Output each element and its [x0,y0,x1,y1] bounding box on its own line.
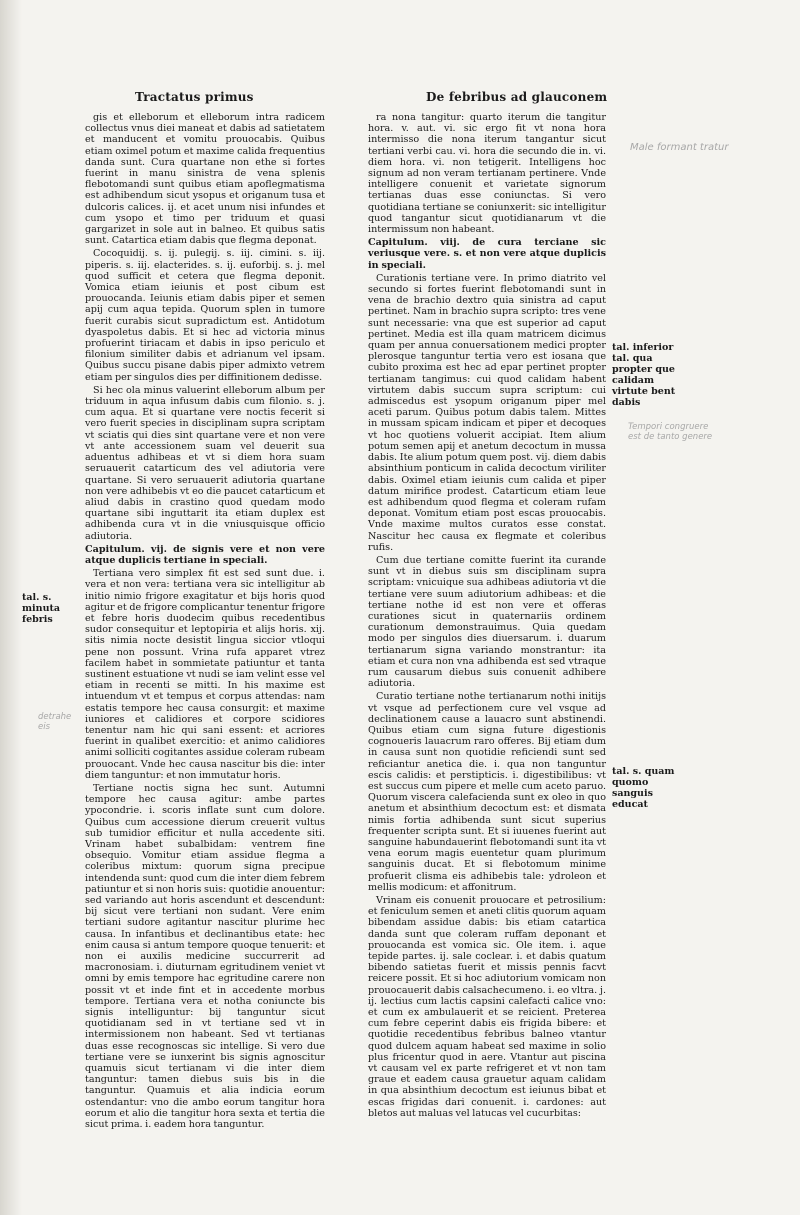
right-text-column [368,112,606,1119]
paragraph: ra nona tangitur: quarto iterum die tangitur hora. v. aut. vi. sic ergo fit vt nona hora intermisso die nona iterum tangantur sicut tertiani verbi cau. vi. hora die secundo die in. vi. diem hora. vi. non tetigerit. Intelligens hoc signum ad non veram tertianam pertinere. Vnde intelligere conuenit et varietate signorum tertianas duas esse coniunctas. Si vero quotidiana tertiane se coniunxerit: sic intelligitur quod tangantur sicut quotidianarum vt die intermissum non habeant. [368,112,606,236]
margin-gloss-right: tal. inferior tal. qua propter que calidam virtute bent dabis [612,342,676,408]
faint-annotation-top: Male formant tratur [630,142,729,153]
running-head-left: Tractatus primus [135,90,254,104]
margin-gloss-faint-left: detrahe eis [38,712,72,732]
paragraph: Cum due tertiane comitte fuerint ita curande sunt vt in diebus suis sm disciplinam supra scriptam: vnicuique sua adhibeas adiutoria vt die tertiane vere suum adiutorium adhibeas: et die tertiane nothe id est non vere et offeras curationes sicut in quaternariis ordinem curationum demonstrauimus. Quia quedam modo per singulos dies diuersarum. i. duarum tertianarum signa variando monstrantur: ita etiam et cura non vna adhibenda est sed vtraque rum causarum diebus suis conuenit adhibere adiutoria. [368,554,606,690]
chapter-heading: Capitulum. vij. de signis vere et non vere atque duplicis tertiane in speciali. [85,543,325,566]
paragraph: Curatio tertiane nothe tertianarum nothi initijs vt vsque ad perfectionem cure vel vsque ad declinationem cause a lauacro sunt abstinendi. Quibus etiam cum signa future digestionis cognoueris lauacrum raro offeres. Bij etiam dum in causa sunt non quotidie reficiendi sunt sed reficiantur anetica die. i. qua non tanguntur escis calidis: et perstipticis. i. digestibilibus: vt est succus cum pipere et melle cum aceto paruo. Quorum viscera calefacienda sunt ex oleo in quo anetum et absinthium decoctum est: et dismata nimis fortia adhibenda sunt sicut superius frequenter scripta sunt. Et si iuuenes fuerint aut sanguine habundauerint flebotomandi sunt ita vt vena eorum magis euentetur quam plurimum sanguinis ducat. Et si flebotomum minime profuerit clisma eis adhibebis tale: ydroleon et mellis modicum: et affonitrum. [368,691,606,893]
left-text-column [85,112,325,1131]
chapter-heading: Capitulum. viij. de cura terciane sic veriusque vere. s. et non vere atque duplicis in speciali. [368,237,606,271]
paragraph: Cocoquidij. s. ij. pulegij. s. iij. cimini. s. iij. piperis. s. iij. elacterides. s. ij. euforbij. s. j. mel quod sufficit et cetera que flegma deponit. Vomica etiam ieiunis et post cibum est prouocanda. Ieiunis etiam dabis piper et semen apij cum aqua tepida. Quorum splen in tumore fuerit curabis sicut supradictum est. Antidotum dyaspoletus dabis. Et si hec ad victoria minus profuerint tiriacam et dabis in ipso periculo et filonium similiter dabis et adrianum vel ipsam. Quibus succu pisane dabis piper admixto vetrem etiam per singulos dies per diffinitionem dedisse. [85,248,325,383]
paragraph: gis et elleborum et elleborum intra radicem collectus vnus diei maneat et dabis ad satietatem et manducent et vomitu prouocabis. Quibus etiam oximel potum et maxime calida frequentius danda sunt. Cura quartane non ethe si fortes fuerint in manu sinistra de vena splenis flebotomandi sunt quibus etiam apoflegmatisma est adhibendum sicut ysopus et origanum tusa et dulcoris calices. ij. et acet unum nisi infundes et cum ysopo et timo per triduum et quasi gargarizet in sole aut in balneo. Et quibus satis sunt. Catartica etiam dabis que flegma deponat. [85,112,325,247]
paragraph: Curationis tertiane vere. In primo diatrito vel secundo si fortes fuerint flebotomandi sunt in vena de brachio dextro quia sinistra ad caput pertinet. Nam in brachio supra scripto: tres vene sunt necessarie: vna que est superior ad caput pertinet. Media est illa quam matricem dicimus quam per annua conuersationem medici propter plerosque tanguntur tertia vero est iosana que cubito proxima est hec ad epar pertinet propter tertianam tangimus: cui quod calidam habent virtutem dabis succum supra scriptum: cui admiscedus est ysopum origanum piper mel aceti parum. Quibus potum dabis talem. Mittes in mussam spicam indicam et piper et decoques vt hoc quotiens voluerit accipiat. Item alium potum semen apij et anetum decoctum in mussa dabis. Ite alium potum quem post. vij. diem dabis absinthium ponticum in calida decoctum viriliter dabis. Oximel etiam ieiunis cum calida et piper datum mirifice prodest. Catarticum etiam leue est adhibendum quod flegma et coleram rufam deponat. Vomitum etiam post escas prouocabis. Vnde maxime multos curatos esse constat. Nascitur hec causa ex flegmate et coleribus rufis. [368,272,606,553]
margin-gloss-right-lower: tal. s. quam quomo sanguis educat [612,766,675,810]
paragraph: Vrinam eis conuenit prouocare et petrosilium: et feniculum semen et aneti clitis quorum aquam bibendam assidue dabis: bis etiam catartica danda sunt que coleram ruffam deponant et prouocanda est vomica sic. Ole item. i. aque tepide partes. ij. sale coclear. i. et dabis quatum bibendo satietas fuerit et missis pennis facvt reicere possit. Et si hoc adiutorium vomicam non prouocauerit dabis calsachecumeno. i. eo vltra. j. ij. lectius cum lactis capsini calefacti calice vno: et cum ex ambulauerit et se reicient. Preterea cum febre ceperint dabis eis frigida bibere: et quotidie recedentibus febribus balneo vtantur quod dulcem aquam habeat sed maxime in solio plus fricentur quod in aere. Vtantur aut piscina vt causam vel ex parte refrigeret et vt non tam graue et eadem causa grauetur aquam calidam in qua absinthium decoctum est ieiunus bibat et escas frigidas dari conuenit. i. cardones: aut bletos aut maluas vel latucas vel cucurbitas: [368,895,606,1119]
margin-gloss-left: tal. s. minuta febris [22,592,61,625]
paragraph: Tertiane noctis signa hec sunt. Autumni tempore hec causa agitur: ambe partes ypocondrie. i. scoris inflate sunt cum dolore. Quibus cum accessione dierum creuerit vultus sub tumidior efficitur et nulla accedente siti. Vrinam habet subalbidam: ventrem fine obsequio. Vomitur etiam assidue flegma a coleribus mixtum: quorum signa precipue intendenda sunt: quod cum die inter diem febrem patiuntur et si non horis suis: quotidie anouentur: sed variando aut horis ascendunt et descendunt: bij sicut vere tertiani non sudant. Vere enim tertiani sudore agitantur nascitur plurime hec causa. In infantibus et declinantibus etate: hec enim causa si antum tempore quoque tenuerit: et non ei auxilis medicine succurrerit ad macronosiam. i. diuturnam egritudinem veniet vt omni by emis tempore hac egritudine carere non possit vt et inde fint et in accedente morbus tempore. Tertiana vera et notha coniuncte bis signis intelliguntur: bij tanguntur sicut quotidianam sed in vt tertiane sed vt in intermissionem non habeant. Sed vt tertianas duas esse recognoscas sic intellige. Si vero due tertiane vere se iunxerint bis signis agnoscitur quamuis sicut tertianam vi die inter diem tanguntur: tamen diebus suis bis in die tanguntur. Quamuis et alia indicia eorum ostendantur: vno die ambo eorum tangitur hora eorum et alio die tangitur hora sexta et tertia die sicut prima. i. eadem hora tanguntur. [85,782,325,1131]
paragraph: Si hec ola minus valuerint elleborum album per triduum in aqua infusum dabis cum filonio. s. j. cum aqua. Et si quartane vere noctis fecerit si vero fuerit species in disciplinam supra scriptam vt sciatis qui dies sint quartane vere et non vere vt ante accessionem suam vel deuerit sua aduentus adhibeas et vt si diem hora suam seruauerit catarticum des vel adiutoria vere quartane. Si vero seruauerit adiutoria quartane non vere adhibebis vt eo die paucet catarticum et aliud dabis in crastino quod quedam modo quartane sibi inguttarit ita etiam duplex est adhibenda cura vt in die vniusquisque officio adiutoria. [85,384,325,542]
faint-annotation-mid: Tempori congruere est de tanto genere [628,422,713,442]
running-head-right: De febribus ad glauconem [426,90,608,104]
paragraph: Tertiana vero simplex fit est sed sunt due. i. vera et non vera: tertiana vera sic intelligitur ab initio nimio frigore exagitatur et bijs horis quod agitur et de frigore complicantur tenentur frigore et febre horis duodecim quibus recedentibus sudor consequitur et leptopiria et alijs horis. xij. sitis nimia nocte desistit lingua siccior vtloqui pene non possunt. Vrina rufa apparet vtrez facilem habet in sommietate patiuntur et tanta sustinent estuatione vt nudi se iam velint esse vel etiam in recenti se mitti. In his maxime est intuendum vt et tempus et corpus attendas: nam estatis tempore hec causa consurgit: et maxime iuniores et calidiores et corpore scidiores tenentur nam hic qui sani essent: et acriores fuerint in qualibet exercitio: et animo calidiores animi solliciti cogitantes assidue coleram rubeam prouocant. Vnde hec causa nascitur bis die: inter diem tanguntur: et non immutatur horis. [85,568,325,781]
